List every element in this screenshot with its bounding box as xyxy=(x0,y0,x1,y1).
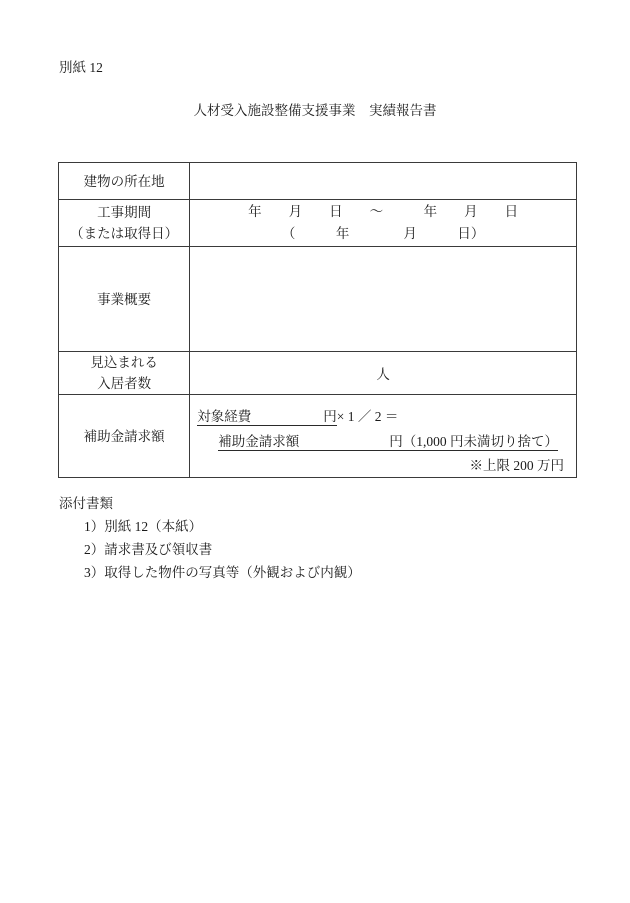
row-subsidy-claim xyxy=(59,395,577,478)
expected-residents-label-line2: 入居者数 xyxy=(97,376,152,391)
subsidy-claim-value-cell xyxy=(190,395,577,478)
claim-amount-unit-note: 円（1,000 円未満切り捨て） xyxy=(389,434,558,449)
claim-upper-limit-note: ※上限 200 万円 xyxy=(469,458,564,473)
report-form-table xyxy=(58,162,577,478)
construction-period-label-line1: 工事期間 xyxy=(97,205,152,220)
project-overview-value-cell xyxy=(190,247,577,352)
target-expense-underlined xyxy=(197,409,337,426)
construction-period-label xyxy=(59,200,190,247)
construction-period-date-line2: （ 年 月 日） xyxy=(281,226,485,241)
attachment-item-2: 2）請求書及び領収書 xyxy=(84,542,213,557)
row-project-overview xyxy=(59,247,577,352)
expected-residents-label-line1: 見込まれる xyxy=(90,355,158,370)
construction-period-label-line2: （または取得日） xyxy=(70,226,179,241)
target-expense-label: 対象経費 xyxy=(197,409,252,424)
attachments-heading: 添付書類 xyxy=(59,496,113,511)
expected-residents-label xyxy=(59,352,190,395)
row-construction-period xyxy=(59,200,577,247)
attachments-section xyxy=(59,492,361,584)
construction-period-date-line1: 年 月 日 ～ 年 月 日 xyxy=(248,204,519,219)
row-building-location xyxy=(59,163,577,200)
construction-period-value-cell xyxy=(190,200,577,247)
claim-amount-underlined xyxy=(218,434,558,451)
claim-amount-line xyxy=(197,429,566,454)
target-expense-formula: × 1 ／ 2 ＝ xyxy=(336,409,399,424)
attachment-item-3: 3）取得した物件の写真等（外観および内観） xyxy=(84,565,361,580)
building-location-value-cell xyxy=(190,163,577,200)
row-expected-residents xyxy=(59,352,577,395)
expected-residents-value-cell: 人 xyxy=(190,352,577,395)
attachment-item-1: 1）別紙 12（本紙） xyxy=(84,519,203,534)
building-location-label: 建物の所在地 xyxy=(59,163,190,200)
subsidy-claim-label: 補助金請求額 xyxy=(59,395,190,478)
attachment-number-label: 別紙 12 xyxy=(59,60,103,75)
document-title: 人材受入施設整備支援事業 実績報告書 xyxy=(193,103,437,118)
project-overview-label: 事業概要 xyxy=(59,247,190,352)
attachments-list xyxy=(59,515,361,584)
target-expense-unit: 円 xyxy=(323,409,337,424)
claim-amount-label: 補助金請求額 xyxy=(218,434,300,449)
target-expense-line xyxy=(197,404,566,429)
